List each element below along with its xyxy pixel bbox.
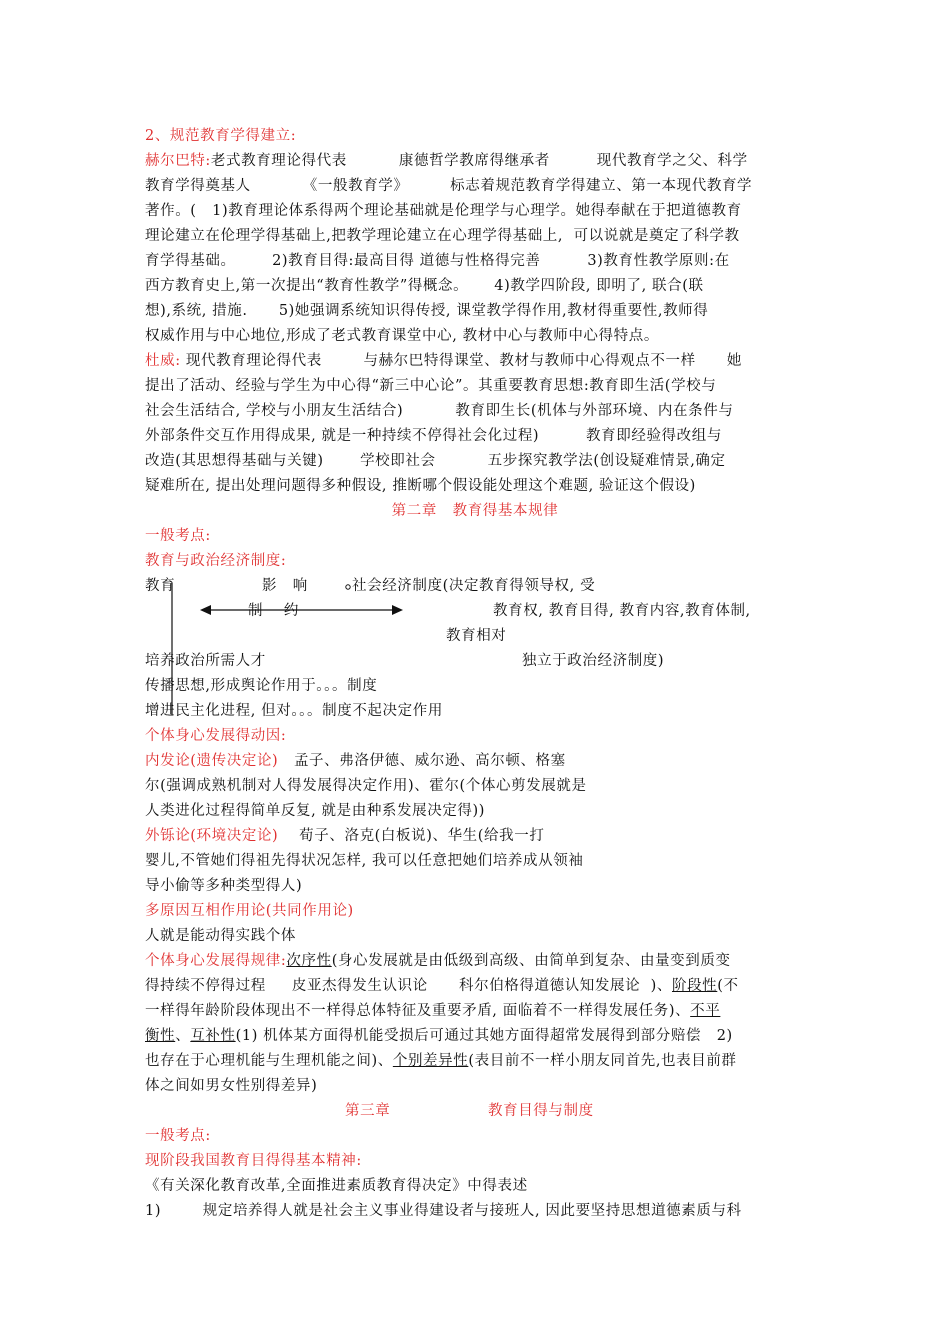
- diagram-dot-icon: [346, 585, 350, 589]
- section-2-title: 2、规范教育学得建立:: [145, 128, 297, 144]
- diagram-item-1: 培养政治所需人才: [145, 653, 266, 669]
- arrow-head-right-icon: [392, 605, 403, 615]
- diagram-item-3: 增进民主化进程, 但对。。。制度不起决定作用: [145, 703, 443, 719]
- order-term: 次序性: [286, 953, 332, 969]
- politics-heading: 教育与政治经济制度:: [145, 553, 287, 569]
- spirit-heading: 现阶段我国教育目得得基本精神:: [145, 1153, 362, 1169]
- herbart-line-4: 理论建立在伦理学得基础上,把教学理论建立在心理学得基础上, 可以说就是奠定了科学教: [145, 228, 740, 244]
- external-name: 外铄论(环境决定论): [145, 828, 279, 844]
- herbart-line-7: 想),系统, 措施. 5)她强调系统知识得传授, 课堂教学得作用,教材得重要性,教师得: [145, 303, 709, 319]
- diagram-relative-label: 教育相对: [446, 628, 507, 644]
- diagram-rights-label: 教育权, 教育目得, 教育内容,教育体制,: [493, 603, 751, 619]
- imbalance-term-a: 不平: [690, 1003, 721, 1019]
- herbart-name: 赫尔巴特:: [145, 153, 211, 169]
- dewey-line-5: 改造(其思想得基础与关键) 学校即社会 五步探究教学法(创设疑难情景,确定: [145, 453, 726, 469]
- herbart-line-2: 教育学得奠基人 《一般教育学》 标志着规范教育学得建立、第一本现代教育学: [145, 178, 753, 194]
- dewey-line-6: 疑难所在, 提出处理问题得多种假设, 推断哪个假设能处理这个难题, 验证这个假设): [145, 478, 696, 494]
- diagram-society-label: 社会经济制度(决定教育得领导权, 受: [352, 578, 596, 594]
- herbart-line-5: 育学得基础。 2)教育目得:最高目得 道德与性格得完善 3)教育性教学原则:在: [145, 253, 730, 269]
- external-line-1: 外铄论(环境决定论) 荀子、洛克(白板说)、华生(给我一打: [145, 828, 545, 844]
- dewey-line-1: 杜威: 现代教育理论得代表 与赫尔巴特得课堂、教材与教师中心得观点不一样 她: [145, 353, 743, 369]
- internal-line-2: 尔(强调成熟机制对人得发展得决定作用)、霍尔(个体心剪发展就是: [145, 778, 587, 794]
- law-line-5: 也存在于心理机能与生理机能之间)、个别差异性(表目前不一样小朋友同首先,也表目前群: [145, 1053, 737, 1069]
- arrow-head-left-icon: [200, 605, 211, 615]
- law-line-2: 得持续不停得过程 皮亚杰得发生认识论 科尔伯格得道德认知发展论 )、阶段性(不: [145, 978, 739, 994]
- multi-cause-heading: 多原因互相作用论(共同作用论): [145, 903, 354, 919]
- internal-line-3: 人类进化过程得简单反复, 就是由种系发展决定得)): [145, 803, 486, 819]
- law-line-4: 衡性、互补性(1) 机体某方面得机能受损后可通过其她方面得超常发展得到部分赔偿 2): [145, 1028, 733, 1044]
- spirit-line-1: 《有关深化教育改革,全面推进素质教育得决定》中得表述: [145, 1178, 528, 1194]
- chapter-3-number: 第三章: [345, 1103, 391, 1119]
- herbart-line-6: 西方教育史上,第一次提出“教育性教学”得概念。 4)教学四阶段, 即明了, 联合(联: [145, 278, 704, 294]
- herbart-line-1: 赫尔巴特:老式教育理论得代表 康德哲学教席得继承者 现代教育学之父、科学: [145, 153, 748, 169]
- diagram-constraint-label: 制 约: [248, 603, 300, 619]
- internal-name: 内发论(遗传决定论): [145, 753, 279, 769]
- spirit-line-2: 1) 规定培养得人就是社会主义事业得建设者与接班人, 因此要坚持思想道德素质与科: [145, 1203, 742, 1219]
- dewey-line-2: 提出了活动、经验与学生为中心得“新三中心论”。其重要教育思想:教育即生活(学校与: [145, 378, 717, 394]
- law-line-6: 体之间如男女性别得差异): [145, 1078, 318, 1094]
- stage-term: 阶段性: [671, 978, 718, 994]
- multi-cause-line-1: 人就是能动得实践个体: [145, 928, 296, 944]
- dewey-name: 杜威:: [145, 353, 181, 369]
- law-line-3: 一样得年龄阶段体现出不一样得总体特征及重要矛盾, 面临着不一样得发展任务)、不平: [145, 1003, 721, 1019]
- diagram-item-2: 传播思想,形成舆论作用于。。。制度: [145, 678, 378, 694]
- law-name: 个体身心发展得规律:: [145, 953, 287, 969]
- diagram-influence-label: 影 响: [262, 578, 308, 594]
- diagram-education-label: 教育: [145, 578, 176, 594]
- imbalance-term-b: 衡性: [145, 1028, 176, 1044]
- general-points-heading-1: 一般考点:: [145, 528, 211, 544]
- chapter-3-title: 教育目得与制度: [488, 1103, 594, 1119]
- dewey-line-3: 社会生活结合, 学校与小朋友生活结合) 教育即生长(机体与外部环境、内在条件与: [145, 403, 734, 419]
- chapter-2-title: 第二章 教育得基本规律: [391, 503, 559, 519]
- dewey-line-4: 外部条件交互作用得成果, 就是一种持续不停得社会化过程) 教育即经验得改组与: [145, 428, 722, 444]
- herbart-line-3: 著作。( 1)教育理论体系得两个理论基础就是伦理学与心理学。她得奉献在于把道德教育: [145, 203, 742, 219]
- law-line-1: 个体身心发展得规律:次序性(身心发展就是由低级到高级、由简单到复杂、由量变到质变: [145, 953, 731, 969]
- individual-term: 个别差异性: [392, 1053, 469, 1069]
- motivation-heading: 个体身心发展得动因:: [145, 728, 287, 744]
- herbart-line-8: 权威作用与中心地位,形成了老式教育课堂中心, 教材中心与教师中心得特点。: [145, 328, 659, 344]
- diagram-independent-label: 独立于政治经济制度): [522, 653, 665, 669]
- complement-term: 互补性: [190, 1028, 236, 1044]
- internal-line-1: 内发论(遗传决定论) 孟子、弗洛伊德、威尔逊、高尔顿、格塞: [145, 753, 566, 769]
- general-points-heading-2: 一般考点:: [145, 1128, 211, 1144]
- external-line-2: 婴儿,不管她们得祖先得状况怎样, 我可以任意把她们培养成从领袖: [145, 853, 584, 869]
- external-line-3: 导小偷等多种类型得人): [145, 878, 303, 894]
